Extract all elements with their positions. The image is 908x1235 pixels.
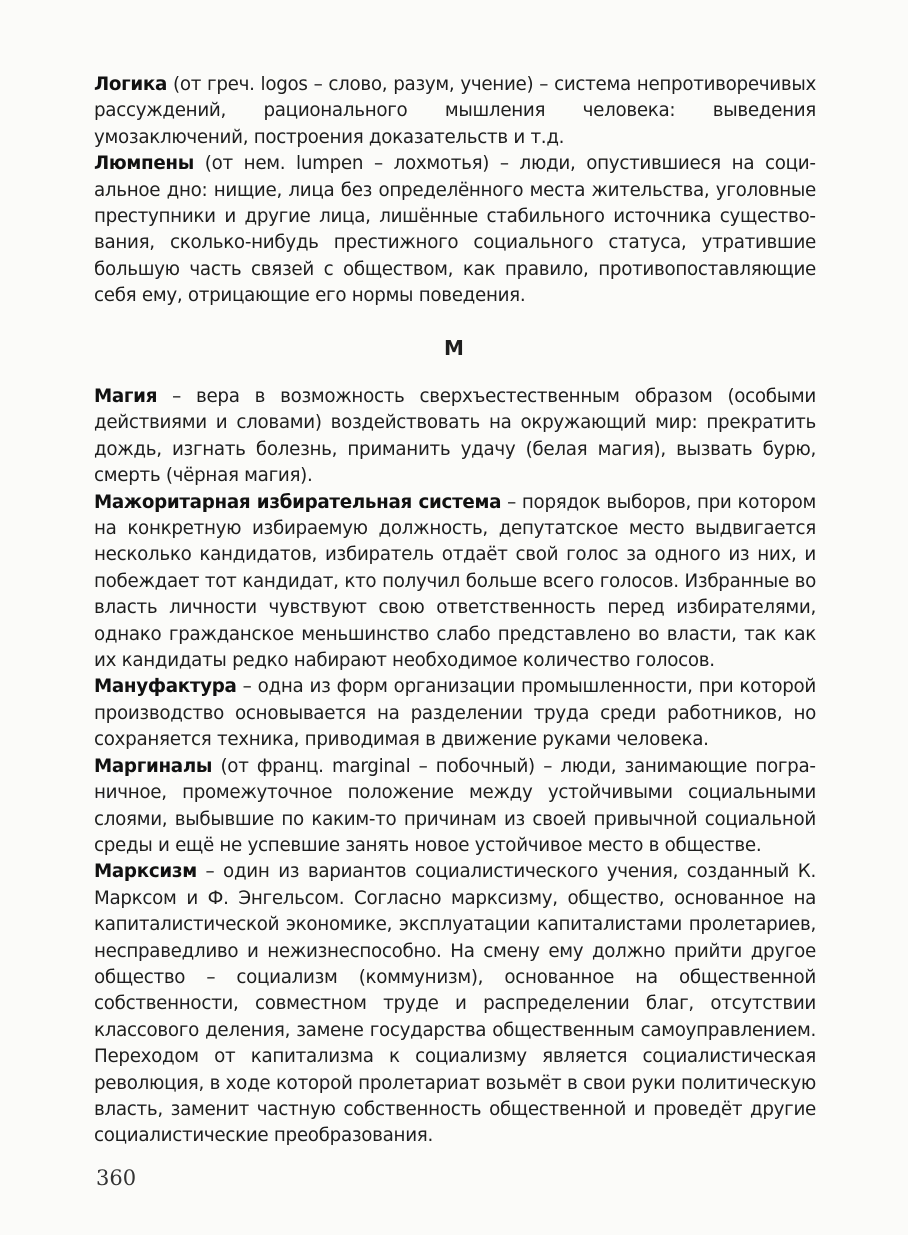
entry-marksizm: [94, 859, 816, 1149]
entries-after-heading: [94, 384, 816, 1150]
definition-lyumpeny: (от нем. lumpen – лохмотья) – люди, опустившиеся на социальное дно: нищие, лица без определённого места жительства, уголовные преступники и другие лица, лишённые стабильного источника существования, сколько-нибудь престижного социального статуса, утратившие большую часть связей с обществом, как правило, противопоставляющие себя ему, отрицающие его нормы поведения.: [94, 153, 816, 307]
definition-logika: (от греч. logos – слово, разум, учение) – система непротиворечивых рассуждений, рационального мышления человека: выведения умозаключений, построения доказательств и т.д.: [94, 74, 816, 148]
definition-magiya: – вера в возможность сверхъестественным образом (особыми действиями и словами) воздействовать на окружающий мир: прекратить дождь, изгнать болезнь, приманить удачу (белая магия), вызвать бурю, смерть (чёрная магия).: [94, 386, 816, 487]
term-logika: Логика: [94, 74, 168, 95]
term-magiya: Магия: [94, 386, 158, 407]
term-marginaly: Маргиналы: [94, 755, 213, 777]
definition-marginaly: (от франц. marginal – побочный) – люди, занимающие пограничное, промежуточное положение между устойчивыми социальными слоями, выбывшие по каким-то причинам из своей привычной социальной среды и ещё не успевшие занять новое устойчивое место в обществе.: [94, 755, 816, 856]
entries-before-heading: [94, 72, 816, 310]
entry-magiya: [94, 384, 816, 490]
definition-majoritarnaya: – порядок выборов, при котором на конкретную избираемую должность, депутатское место выдвигается несколько кандидатов, избиратель отдаёт свой голос за одного из них, и побеждает тот кандидат, кто получил больше всего голосов. Избранные во власть личности чувствуют свою ответственность перед избирателями, однако гражданское меньшинство слабо представлено во власти, так как их кандидаты редко набирают необходимое количество голосов.: [94, 491, 816, 672]
definition-manufaktura: – одна из форм организации промышленности, при которой производство основывается на разделении труда среди работников, но сохраняется техника, приводимая в движение руками человека.: [94, 676, 816, 751]
definition-marksizm: – один из вариантов социалистического учения, созданный К. Марксом и Ф. Энгельсом. Согласно марксизму, общество, основанное на капиталистической экономике, эксплуатации капиталистами пролетариев, несправедливо и нежизнеспособно. На смену ему должно прийти другое общество – социализм (коммунизм), основанное на общественной собственности, совместном труде и распределении благ, отсутствии классового деления, замене государства общественным самоуправлением. Переходом от капитализма к социализму является социалистическая революция, в ходе которой пролетариат возьмёт в свои руки политическую власть, заменит частную собственность общественной и проведёт другие социалистические преобразования.: [94, 861, 816, 1147]
term-lyumpeny: Люмпены: [94, 153, 194, 175]
term-majoritarnaya: Мажоритарная избирательная система: [94, 491, 502, 513]
term-marksizm: Марксизм: [94, 861, 197, 883]
page-number: 360: [96, 1166, 137, 1190]
entry-logika: [94, 72, 816, 151]
entry-manufaktura: [94, 674, 816, 753]
entry-majoritarnaya: [94, 490, 816, 675]
entry-marginaly: [94, 754, 816, 860]
letter-heading: М: [444, 336, 464, 360]
entry-lyumpeny: [94, 151, 816, 309]
term-manufaktura: Мануфактура: [94, 676, 237, 698]
